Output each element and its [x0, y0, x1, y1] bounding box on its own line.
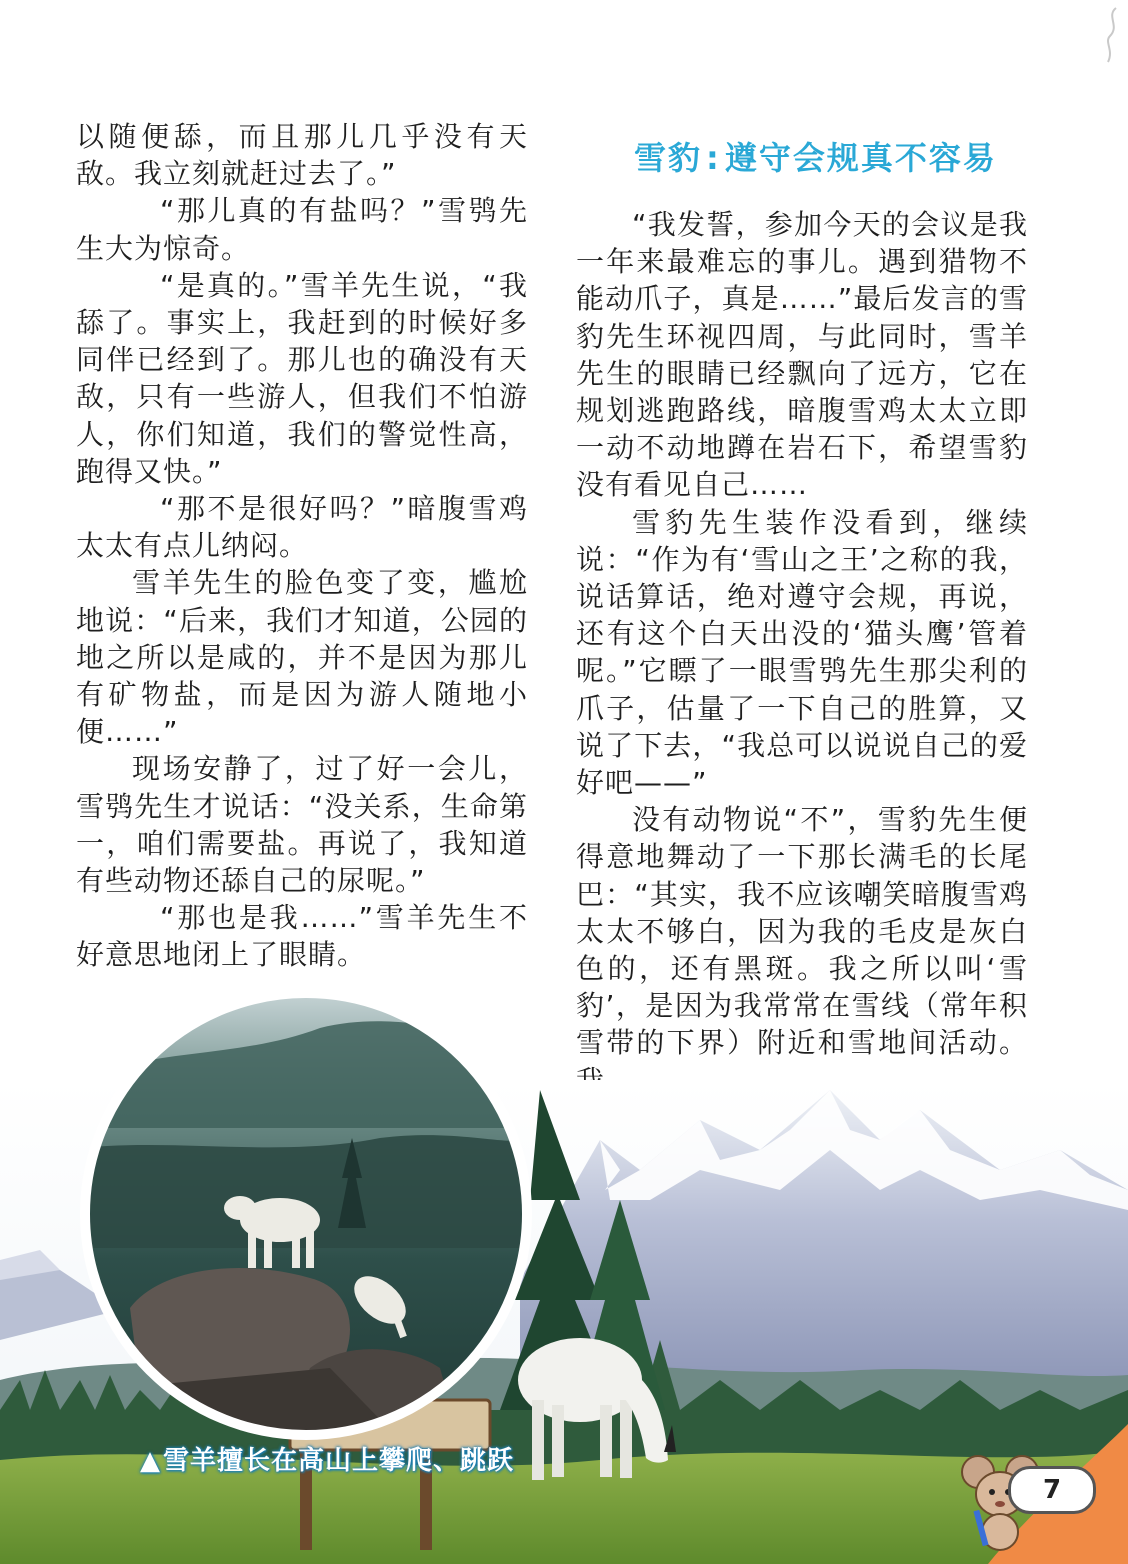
photo-caption-text: 雪羊擅长在高山上攀爬、跳跃: [163, 1446, 515, 1476]
section-title-subject: 雪豹: [634, 139, 703, 177]
triangle-icon: ▲: [140, 1446, 161, 1476]
paragraph: 雪豹先生装作没看到，继续说：“作为有‘雪山之王’之称的我，说话算话，绝对遵守会规，再说，还有这个白天出没的‘猫头鹰’管着呢。”它瞟了一眼雪鸮先生那尖利的爪子，估量了一下自己的胜算，又说了下去，“我总可以说说自己的爱好吧——”: [576, 505, 1028, 800]
right-text-column: [576, 130, 1028, 1099]
paragraph: “那不是很好吗？”暗腹雪鸡太太有点儿纳闷。: [76, 492, 528, 563]
section-title-text: 遵守会规真不容易: [724, 139, 997, 177]
paragraph: “那也是我……”雪羊先生不好意思地闭上了眼睛。: [76, 901, 528, 972]
paragraph: 以随便舔，而且那儿几乎没有天敌。我立刻就赶过去了。”: [76, 120, 528, 191]
paragraph: “那儿真的有盐吗？”雪鸮先生大为惊奇。: [76, 194, 528, 265]
paragraph: “我发誓，参加今天的会议是我一年来最难忘的事儿。遇到猎物不能动爪子，真是……”最后发言的雪豹先生环视四周，与此同时，雪羊先生的眼睛已经飘向了远方，它在规划逃跑路线，暗腹雪鸡太太立即一动不动地蹲在岩石下，希望雪豹没有看见自己……: [576, 208, 1028, 502]
corner-swirl-decoration: [1102, 6, 1122, 66]
section-title-colon: :: [706, 139, 721, 177]
section-title: [634, 138, 1028, 178]
left-text-column: [76, 118, 528, 974]
paragraph: 雪羊先生的脸色变了变，尴尬地说：“后来，我们才知道，公园的地之所以是咸的，并不是因为那儿有矿物盐，而是因为游人随地小便……”: [76, 566, 528, 749]
paragraph: 没有动物说“不”，雪豹先生便得意地舞动了一下那长满毛的长尾巴：“其实，我不应该嘲笑暗腹雪鸡太太不够白，因为我的毛皮是灰白色的，还有黑斑。我之所以叫‘雪豹’，是因为我常常在雪线（常年积雪带的下界）附近和雪地间活动。: [576, 803, 1028, 1060]
page-number: 7: [1008, 1466, 1096, 1514]
paragraph: 现场安静了，过了好一会儿，雪鸮先生才说话：“没关系，生命第一，咱们需要盐。再说了，我知道有些动物还舔自己的尿呢。”: [76, 752, 528, 898]
paragraph: “是真的。”雪羊先生说，“我舔了。事实上，我赶到的时候好多同伴已经到了。那儿也的确没有天敌，只有一些游人，但我们不怕游人，你们知道，我们的警觉性高，跑得又快。”: [76, 268, 528, 488]
goat-photo-circle: [80, 988, 532, 1440]
photo-caption: [140, 1440, 514, 1477]
